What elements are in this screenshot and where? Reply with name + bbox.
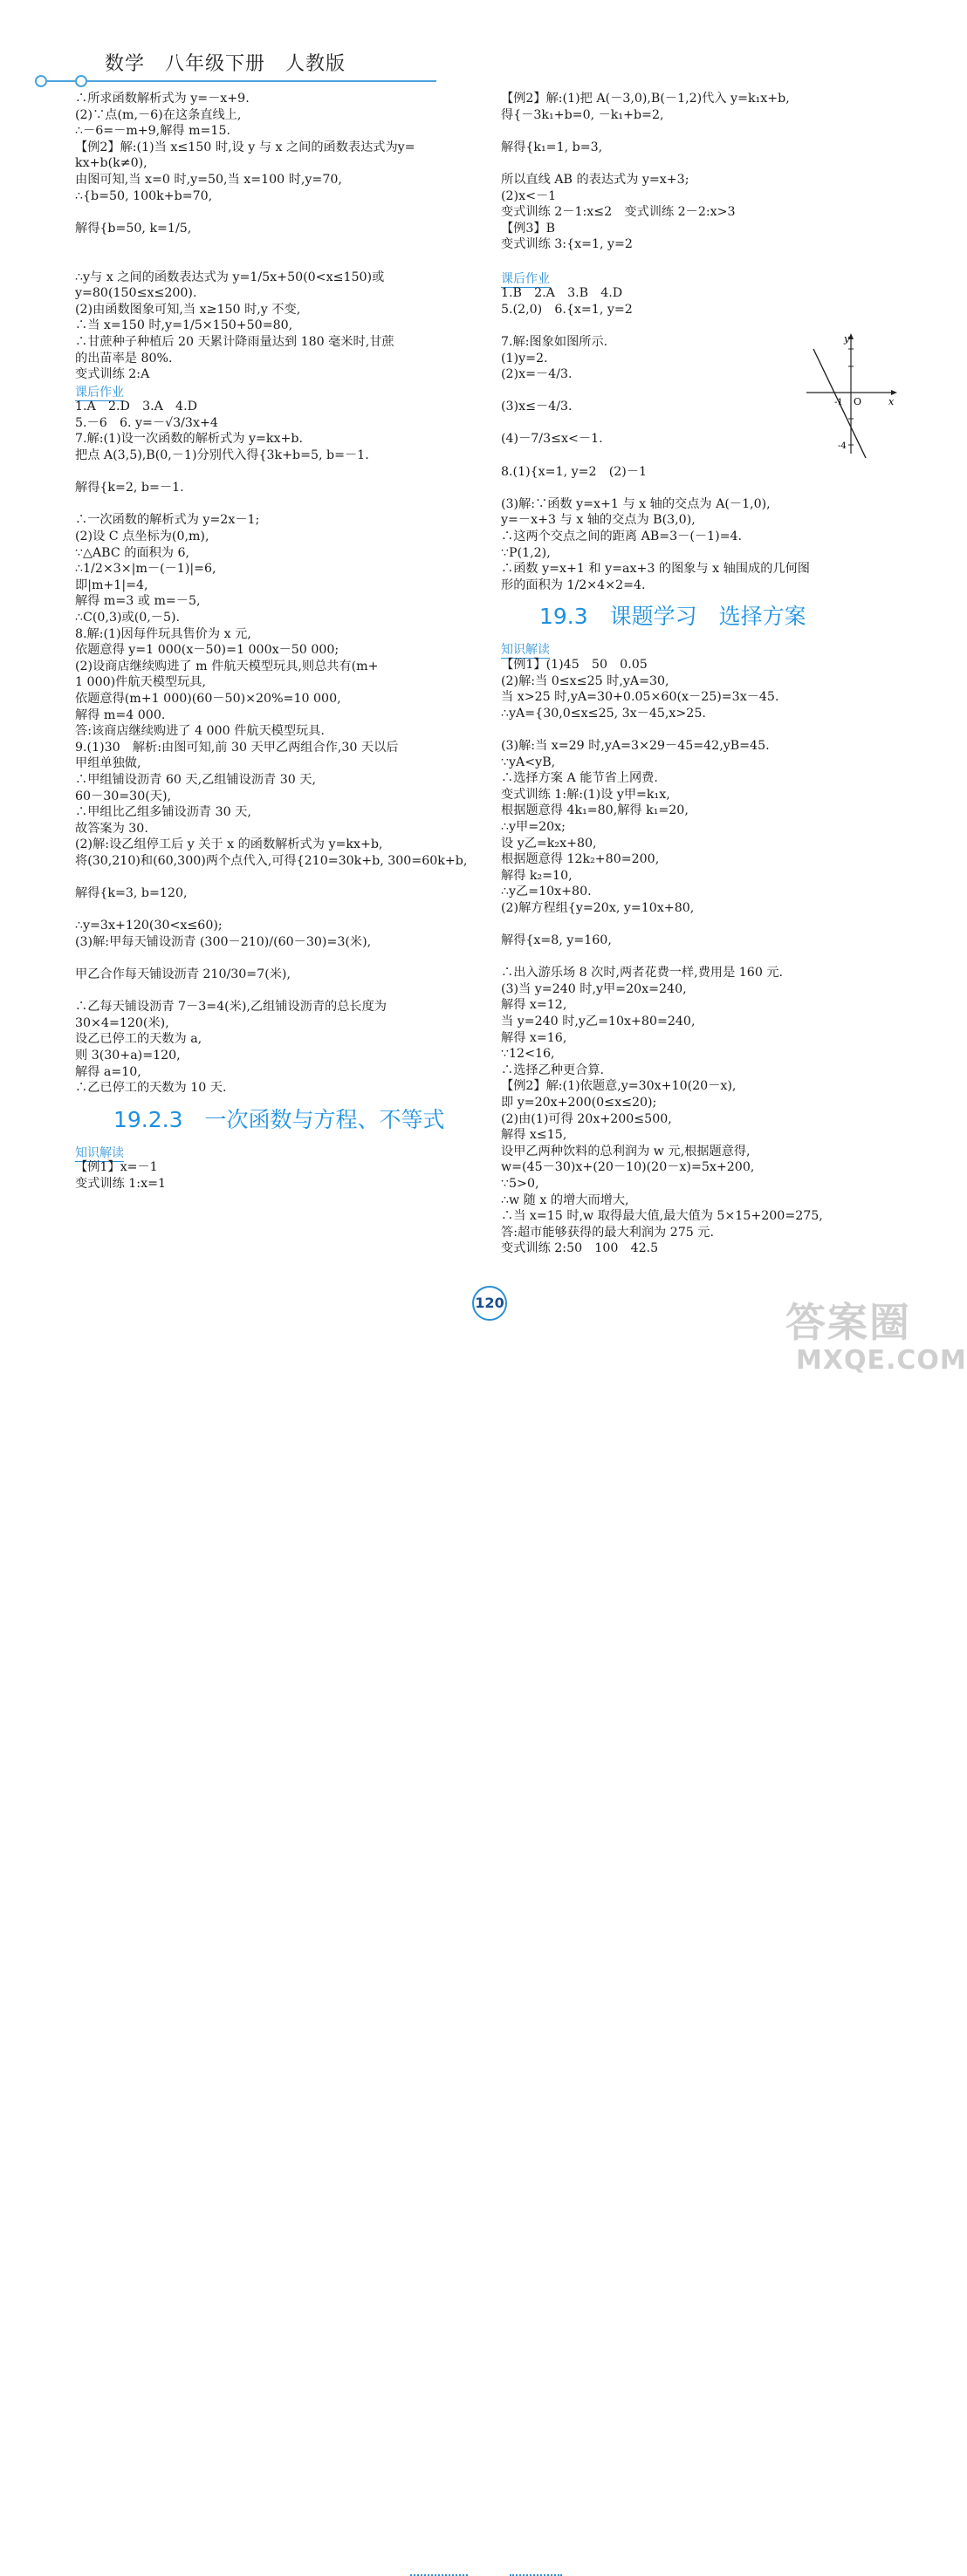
text-line (75, 253, 477, 270)
text-line: 解得{k=3, b=120, (75, 886, 188, 901)
page-header (0, 0, 941, 87)
text-line: 故答案为 30. (75, 821, 148, 836)
text-line (75, 464, 477, 481)
graph-x-label: x (888, 396, 895, 407)
text-line (501, 155, 902, 172)
text-line: (3)解:∵函数 y=x+1 与 x 轴的交点为 A(－1,0), (501, 496, 771, 511)
section-tag-label: 知识解读 (75, 1145, 124, 1160)
text-line: 解得 m=4 000. (75, 707, 166, 722)
text-line: (4)－7/3≤x<－1. (501, 432, 603, 447)
text-line (501, 721, 902, 738)
text-line: 形的面积为 1/2×4×2=4. (501, 577, 646, 592)
text-line: ∴y乙=10x+80. (501, 885, 592, 899)
text-line: ∴w 随 x 的增大而增大, (501, 1192, 629, 1207)
text-line: ∴乙已停工的天数为 10 天. (75, 1081, 227, 1096)
book-title: 数学 八年级下册 人教版 (105, 53, 346, 75)
text-line: 【例3】B (501, 221, 556, 236)
text-line: 解得{b=50, k=1/5, (75, 221, 192, 236)
text-line: 解得 x=12, (501, 998, 567, 1013)
text-line: 把点 A(3,5),B(0,－1)分别代入得{3k+b=5, b=－1. (75, 448, 369, 463)
header-rule (35, 80, 436, 82)
text-line: 【例1】x=－1 (75, 1160, 158, 1175)
text-line: 答:超市能够获得的最大利润为 275 元. (501, 1225, 715, 1240)
text-line: ∴所求函数解析式为 y=－x+9. (75, 92, 250, 106)
text-line: ∴甘蔗种子种植后 20 天累计降雨量达到 180 毫米时,甘蔗 (75, 334, 394, 349)
text-line: 解得 x≤15, (501, 1128, 567, 1143)
text-line: (2)x<－1 (501, 188, 557, 203)
text-line: 变式训练 3:{x=1, y=2 (501, 237, 633, 252)
text-line (75, 870, 477, 886)
graph-tick-neg1: -1 (834, 398, 843, 407)
header-dot-left (35, 75, 47, 87)
text-line: 设乙已停工的天数为 a, (75, 1032, 202, 1047)
text-line: 所以直线 AB 的表达式为 y=x+3; (501, 172, 689, 187)
text-line: (2)x=－4/3. (501, 367, 573, 382)
text-line: ∴C(0,3)或(0,－5). (75, 611, 181, 625)
text-line: 变式训练 1:x=1 (75, 1177, 166, 1191)
text-line: (3)解:甲每天铺设沥青 (300－210)/(60－30)=3(米), (75, 934, 372, 949)
graph-origin: O (854, 396, 862, 407)
text-line: y=－x+3 与 x 轴的交点为 B(3,0), (501, 513, 696, 528)
text-line: 解得{k₁=1, b=3, (501, 140, 603, 154)
text-line: ∵yA<yB, (501, 755, 556, 769)
text-line: ∵P(1,2), (501, 545, 551, 560)
text-line (75, 204, 477, 221)
text-line: kx+b(k≠0), (75, 156, 147, 171)
text-line: ∴选择乙种更合算. (501, 1063, 605, 1077)
text-line: 8.解:(1)因每件玩具售价为 x 元, (75, 626, 251, 641)
text-line: 解得 x=16, (501, 1030, 567, 1045)
text-line: ∴yA={30,0≤x≤25, 3x－45,x>25. (501, 706, 706, 721)
text-line: 当 x>25 时,yA=30+0.05×60(x－25)=3x－45. (501, 690, 779, 705)
section-tag (501, 640, 902, 657)
text-line: 60－30=30(天), (75, 789, 172, 803)
section-tag (75, 1144, 477, 1160)
graph-y-label: y (844, 333, 850, 345)
text-line: (2)∵点(m,－6)在这条直线上, (75, 107, 242, 122)
text-line: 依题意得(m+1 000)(60－50)×20%=10 000, (75, 691, 341, 706)
text-line: ∴－6=－m+9,解得 m=15. (75, 124, 230, 139)
text-line: (3)x≤－4/3. (501, 400, 573, 414)
text-line: ∴乙每天铺设沥青 7－3=4(米),乙组铺设沥青的总长度为 (75, 1000, 387, 1015)
text-line: 答:该商店继续购进了 4 000 件航天模型玩具. (75, 724, 325, 739)
section-tag-label: 知识解读 (501, 643, 550, 658)
text-line: 解得 k₂=10, (501, 868, 573, 883)
text-line: ∴{b=50, 100k+b=70, (75, 188, 213, 203)
text-line: 解得{k=2, b=－1. (75, 481, 184, 495)
text-line (501, 917, 902, 933)
text-line: 7.解:图象如图所示. (501, 334, 608, 349)
text-line: 依题意得 y=1 000(x－50)=1 000x－50 000; (75, 643, 339, 658)
text-line: 变式训练 1:解:(1)设 y甲=k₁x, (501, 787, 670, 802)
section-title: 19.3 课题学习 选择方案 (539, 604, 806, 630)
text-line: ∴当 x=15 时,w 取得最大值,最大值为 5×15+200=275, (501, 1209, 823, 1224)
text-line: (2)解方程组{y=20x, y=10x+80, (501, 900, 695, 915)
text-line: 1.B 2.A 3.B 4.D (501, 286, 623, 301)
text-line: (3)解:当 x=29 时,yA=3×29－45=42,yB=45. (501, 738, 770, 753)
text-line (75, 950, 477, 967)
text-line: 甲乙合作每天铺设沥青 210/30=7(米), (75, 967, 291, 982)
text-line: ∴甲组铺设沥青 60 天,乙组铺设沥青 30 天, (75, 772, 316, 787)
graph-tick-neg4: -4 (838, 441, 847, 451)
text-line: 【例2】解:(1)当 x≤150 时,设 y 与 x 之间的函数表达式为y= (75, 140, 415, 154)
text-line: 根据题意得 12k₂+80=200, (501, 852, 660, 867)
text-line: 设 y乙=k₂x+80, (501, 836, 597, 851)
text-line: 【例1】(1)45 50 0.05 (501, 658, 648, 672)
text-line: 30×4=120(米), (75, 1015, 169, 1030)
text-line: (2)设 C 点坐标为(0,m), (75, 530, 209, 544)
text-line: 变式训练 2－1:x≤2 变式训练 2－2:x>3 (501, 205, 736, 220)
watermark-logo (785, 1291, 967, 1387)
text-line: 将(30,210)和(60,300)两个点代入,可得{210=30k+b, 300=60k+b, (75, 853, 468, 868)
text-line: ∵△ABC 的面积为 6, (75, 545, 190, 560)
text-line: ∴y=3x+120(30<x≤60); (75, 919, 223, 933)
text-line: 8.(1){x=1, y=2 (2)－1 (501, 464, 648, 479)
function-graph (803, 331, 899, 462)
text-line: 得{－3k₁+b=0, －k₁+b=2, (501, 107, 664, 122)
text-line: ∴当 x=150 时,y=1/5×150+50=80, (75, 318, 293, 333)
text-line: (2)解:当 0≤x≤25 时,yA=30, (501, 673, 669, 688)
section-title: 19.2.3 一次函数与方程、不等式 (113, 1106, 445, 1132)
text-line: ∵5>0, (501, 1177, 539, 1191)
text-line: 的出苗率是 80%. (75, 351, 173, 366)
header-dot-right (75, 75, 87, 87)
text-line: 【例2】解:(1)把 A(－3,0),B(－1,2)代入 y=k₁x+b, (501, 92, 790, 106)
text-line (501, 480, 902, 496)
text-line: 7.解:(1)设一次函数的解析式为 y=kx+b. (75, 432, 303, 447)
text-line: ∴函数 y=x+1 和 y=ax+3 的图象与 x 轴围成的几何图 (501, 562, 810, 577)
text-line: (2)解:设乙组停工后 y 关于 x 的函数解析式为 y=kx+b, (75, 837, 383, 852)
text-line: ∴y甲=20x; (501, 819, 566, 834)
text-line: 即|m+1|=4, (75, 577, 148, 592)
text-line: 变式训练 2:A (75, 367, 150, 382)
text-line (501, 253, 902, 270)
section-tag-label: 课后作业 (75, 385, 124, 400)
text-line: ∴1/2×3×|m－(－1)|=6, (75, 562, 216, 577)
text-line: 解得 a=10, (75, 1064, 141, 1079)
text-line: 则 3(30+a)=120, (75, 1049, 181, 1063)
text-line: 【例2】解:(1)依题意,y=30x+10(20－x), (501, 1079, 737, 1094)
text-line: (1)y=2. (501, 351, 548, 366)
text-line: 当 y=240 时,y乙=10x+80=240, (501, 1015, 696, 1029)
text-line: 即 y=20x+200(0≤x≤20); (501, 1096, 657, 1110)
text-line: 根据题意得 4k₁=80,解得 k₁=20, (501, 803, 689, 818)
text-line: (2)由(1)可得 20x+200≤500, (501, 1111, 672, 1126)
text-line: (3)当 y=240 时,y甲=20x=240, (501, 981, 687, 996)
text-line: (2)设商店继续购进了 m 件航天模型玩具,则总共有(m+ (75, 659, 379, 673)
text-line: 甲组单独做, (75, 756, 141, 771)
text-line: 5.－6 6. y=－√3/3x+4 (75, 415, 218, 430)
text-line: 解得{x=8, y=160, (501, 933, 612, 948)
text-line: 1.A 2.D 3.A 4.D (75, 400, 197, 414)
section-tag (501, 270, 902, 286)
text-line: ∴出入游乐场 8 次时,两者花费一样,费用是 160 元. (501, 966, 784, 981)
watermark-text: 答案圈 (785, 1299, 911, 1346)
text-line (75, 983, 477, 1000)
watermark-url: MXQE.COM (796, 1345, 967, 1376)
text-line: ∴一次函数的解析式为 y=2x－1; (75, 513, 260, 528)
text-line: (2)由函数图象可知,当 x≥150 时,y 不变, (75, 302, 301, 317)
text-line (75, 496, 477, 513)
text-line: 9.(1)30 解析:由图可知,前 30 天甲乙两组合作,30 天以后 (75, 740, 399, 755)
text-line: ∴甲组比乙组多铺设沥青 30 天, (75, 805, 251, 820)
text-line: ∵12<16, (501, 1047, 555, 1062)
left-column (75, 91, 477, 1192)
text-line: 1 000)件航天模型玩具, (75, 675, 206, 690)
section-tag (75, 383, 477, 400)
text-line: 由图可知,当 x=0 时,y=50,当 x=100 时,y=70, (75, 172, 342, 187)
right-column (501, 91, 902, 1257)
text-line (75, 236, 477, 253)
text-line (501, 123, 902, 140)
section-tag-label: 课后作业 (501, 271, 550, 286)
text-line: ∴这两个交点之间的距离 AB=3－(－1)=4. (501, 530, 743, 544)
text-line: ∴选择方案 A 能节省上网费. (501, 771, 658, 786)
text-line: y=80(150≤x≤200). (75, 286, 197, 301)
text-line: ∴y与 x 之间的函数表达式为 y=1/5x+50(0<x≤150)或 (75, 270, 385, 284)
text-line (501, 949, 902, 966)
text-line: 变式训练 2:50 100 42.5 (501, 1241, 659, 1256)
text-line: w=(45－30)x+(20－10)(20－x)=5x+200, (501, 1160, 755, 1175)
page-number: 120 (472, 1286, 507, 1321)
text-line: 设甲乙两种饮料的总利润为 w 元,根据题意得, (501, 1144, 751, 1158)
text-line: 5.(2,0) 6.{x=1, y=2 (501, 302, 633, 317)
text-line: 解得 m=3 或 m=－5, (75, 594, 201, 609)
text-line (75, 902, 477, 919)
